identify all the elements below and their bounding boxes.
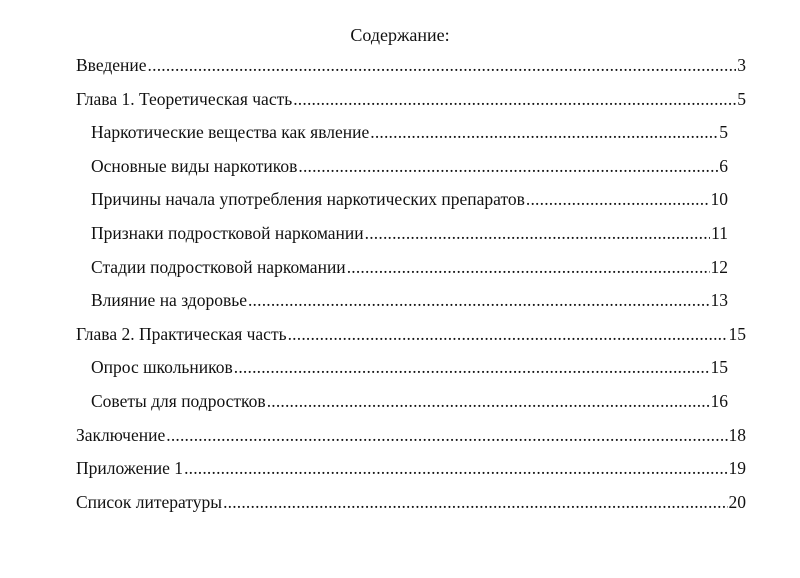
- toc-page-number: 20: [728, 491, 746, 512]
- toc-page-number: 13: [710, 290, 728, 311]
- toc-subentry[interactable]: [76, 155, 746, 189]
- toc-entry[interactable]: [76, 88, 746, 122]
- toc-entry-label: Советы для подростков: [91, 390, 266, 411]
- toc-page-number: 3: [737, 55, 746, 75]
- toc-entry-label: Приложение 1: [76, 458, 184, 479]
- toc-dot-leader: [148, 54, 737, 76]
- toc-entry-label: Стадии подростковой наркомании: [91, 256, 346, 277]
- toc-dot-leader: [347, 256, 710, 278]
- toc-entry-label: Глава 2. Практическая часть: [76, 323, 287, 344]
- table-of-contents: [76, 54, 746, 524]
- toc-page-number: 18: [728, 424, 746, 445]
- toc-subentry[interactable]: [76, 390, 746, 424]
- toc-dot-leader: [267, 390, 710, 412]
- toc-dot-leader: [166, 424, 727, 446]
- toc-subentry[interactable]: [76, 356, 746, 390]
- toc-entry-label: Введение: [76, 55, 147, 75]
- toc-dot-leader: [234, 356, 710, 378]
- toc-dot-leader: [288, 323, 728, 345]
- toc-entry[interactable]: [76, 54, 746, 88]
- toc-page-number: 5: [719, 122, 728, 143]
- toc-entry-label: Опрос школьников: [91, 357, 233, 378]
- toc-page-number: 15: [710, 357, 728, 378]
- toc-entry-label: Список литературы: [76, 491, 223, 512]
- toc-entry[interactable]: [76, 457, 746, 491]
- toc-subentry[interactable]: [76, 289, 746, 323]
- toc-page-number: 15: [728, 323, 746, 344]
- toc-page-number: 16: [710, 390, 728, 411]
- toc-entry-label: Причины начала употребления наркотических препаратов: [91, 189, 525, 210]
- toc-entry[interactable]: [76, 491, 746, 525]
- toc-entry-label: Глава 1. Теоретическая часть: [76, 88, 293, 109]
- toc-entry-label: Наркотические вещества как явление: [91, 122, 370, 143]
- toc-page-number: 6: [719, 155, 728, 176]
- toc-dot-leader: [365, 222, 711, 244]
- toc-page-number: 11: [711, 222, 728, 243]
- toc-entry[interactable]: [76, 424, 746, 458]
- toc-page-number: 5: [737, 88, 746, 109]
- toc-entry-label: Влияние на здоровье: [91, 290, 247, 311]
- toc-page-number: 12: [710, 256, 728, 277]
- toc-dot-leader: [370, 121, 718, 143]
- toc-entry-label: Признаки подростковой наркомании: [91, 222, 364, 243]
- toc-entry-label: Заключение: [76, 424, 166, 445]
- toc-entry[interactable]: [76, 323, 746, 357]
- toc-subentry[interactable]: [76, 188, 746, 222]
- toc-page-number: 19: [728, 458, 746, 479]
- toc-dot-leader: [223, 491, 727, 513]
- toc-subentry[interactable]: [76, 121, 746, 155]
- toc-dot-leader: [526, 188, 710, 210]
- toc-dot-leader: [248, 289, 710, 311]
- toc-entry-label: Основные виды наркотиков: [91, 155, 298, 176]
- toc-subentry[interactable]: [76, 256, 746, 290]
- toc-title: Содержание:: [350, 25, 450, 45]
- toc-page-number: 10: [710, 189, 728, 210]
- toc-dot-leader: [298, 155, 718, 177]
- toc-subentry[interactable]: [76, 222, 746, 256]
- toc-dot-leader: [293, 88, 736, 110]
- toc-dot-leader: [184, 457, 727, 479]
